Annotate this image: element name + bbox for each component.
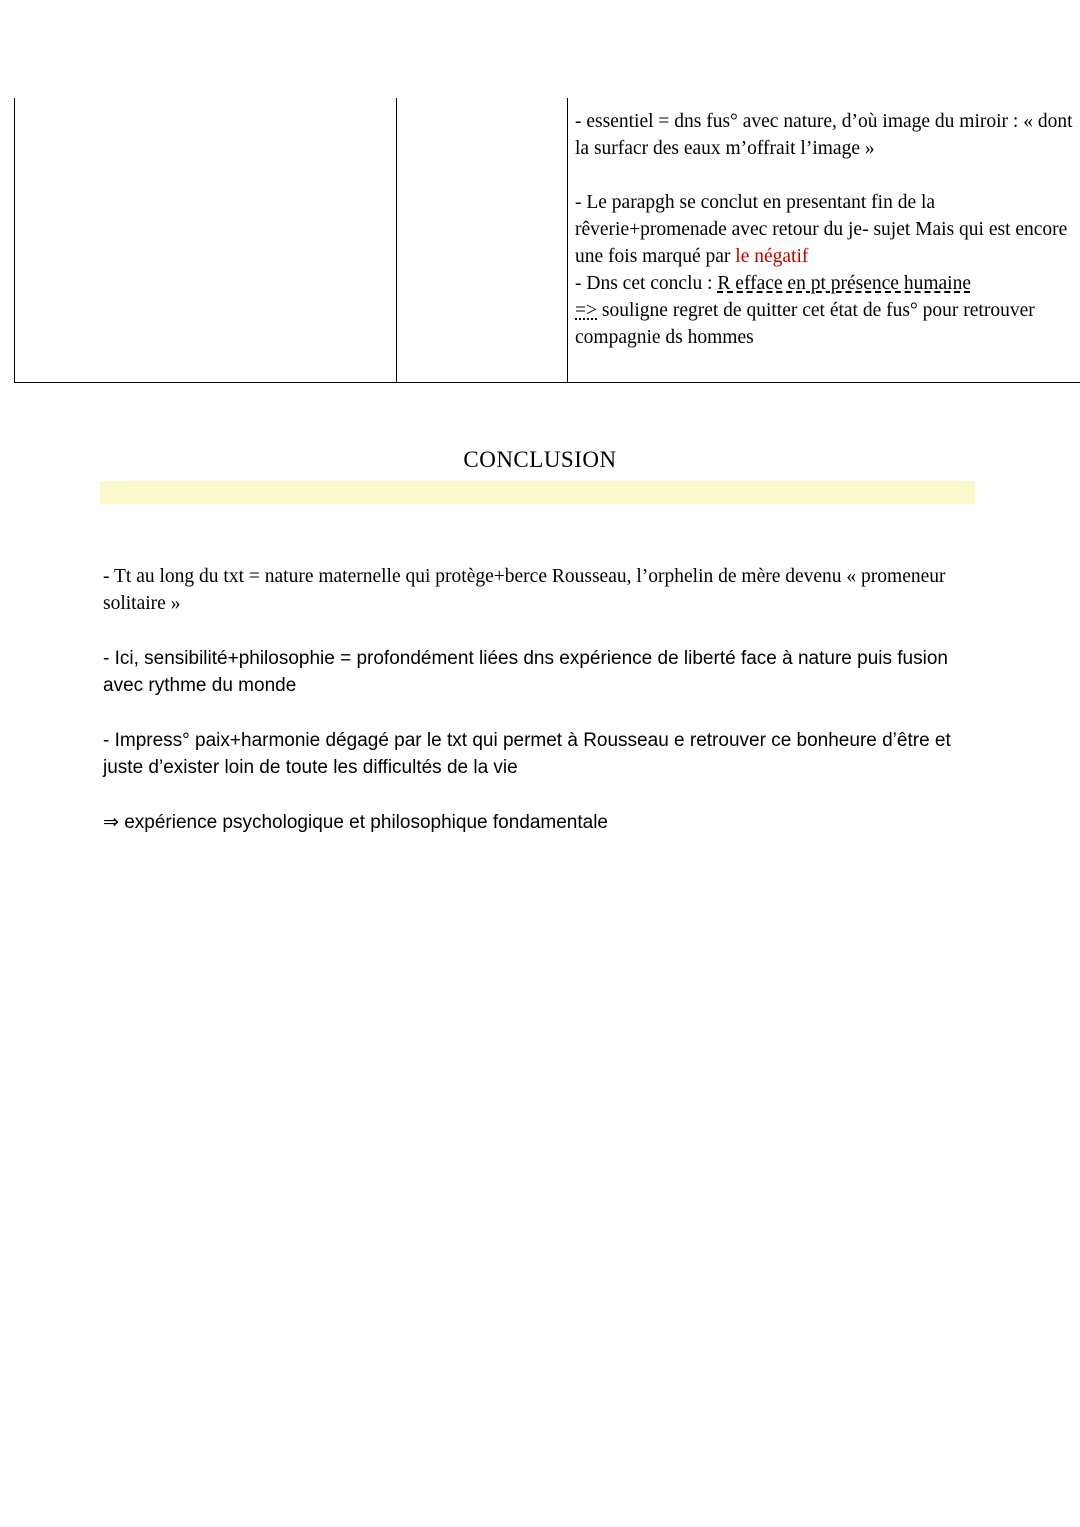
analysis-paragraph-mirror (575, 108, 1073, 162)
table-cell-empty-left (15, 98, 397, 383)
conclusion-paragraph-nature-maternelle: - Tt au long du txt = nature maternelle qui protège+berce Rousseau, l’orphelin de mère devenu « promeneur solitaire » (103, 566, 946, 614)
analysis-text-human-presence-underlined: R efface en pt présence humaine (717, 273, 971, 294)
table-cell-analysis (568, 98, 1080, 383)
conclusion-paragraph-paix-harmonie: - Impress° paix+harmonie dégagé par le txt qui permet à Rousseau e retrouver ce bonheure d’être et juste d’exister loin de toute les difficultés de la vie (103, 730, 951, 778)
analysis-arrow-underlined: => (575, 300, 597, 321)
analysis-text-regret: souligne regret de quitter cet état de fus° pour retrouver compagnie ds hommes (575, 300, 1035, 348)
notes-table (14, 98, 1080, 383)
conclusion-paragraph-sensibilite-philosophie: - Ici, sensibilité+philosophie = profondément liées dns expérience de liberté face à nature puis fusion avec rythme du monde (103, 648, 948, 696)
analysis-text-mirror: - essentiel = dns fus° avec nature, d’où image du miroir : « dont la surfacr des eaux m’offrait l’image » (575, 111, 1073, 159)
analysis-paragraph-conclusion-of-text (575, 189, 1073, 351)
analysis-text-dns-conclu: - Dns cet conclu : (575, 273, 718, 294)
conclusion-heading: CONCLUSION (463, 447, 617, 472)
conclusion-paragraph-experience-fondamentale: ⇒ expérience psychologique et philosophique fondamentale (103, 812, 608, 833)
analysis-text-paragraph-end: - Le parapgh se conclut en presentant fin de la rêverie+promenade avec retour du je- sujet Mais qui est encore une fois marqué par (575, 192, 1068, 267)
table-row (15, 98, 1080, 383)
table-cell-empty-middle (397, 98, 568, 383)
conclusion-body (103, 563, 983, 864)
yellow-highlight-line (100, 481, 975, 504)
blank-line (575, 162, 1073, 189)
analysis-text-negative-red: le négatif (735, 246, 809, 267)
